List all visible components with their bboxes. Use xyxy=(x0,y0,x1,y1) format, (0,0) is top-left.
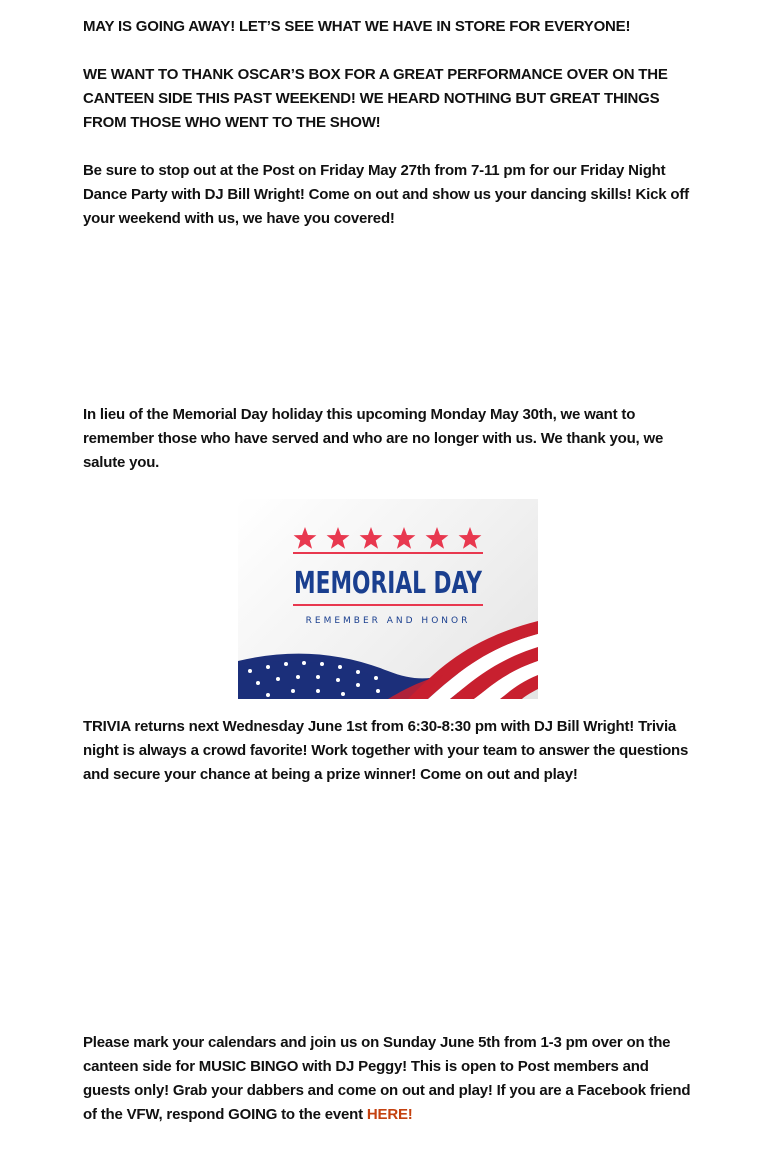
empty-embed-space-2 xyxy=(83,787,693,1031)
image-subtitle: REMEMBER AND HONOR xyxy=(305,616,471,626)
dance-party-paragraph: Be sure to stop out at the Post on Friday May 27th from 7-11 pm for our Friday Night Dance Party with DJ Bill Wright! Come on out and show us your dancing skills! Kick off your weekend with us, we have you covered! xyxy=(83,162,689,227)
memorial-day-image xyxy=(238,499,538,699)
star-icon xyxy=(393,527,416,549)
bottom-rule xyxy=(293,604,483,606)
event-link[interactable]: HERE! xyxy=(366,1106,413,1123)
article-body xyxy=(83,15,693,1127)
bingo-paragraph xyxy=(83,1031,693,1127)
top-rule xyxy=(293,552,483,554)
stars-row xyxy=(294,527,482,549)
empty-embed-space xyxy=(83,231,693,403)
star-icon xyxy=(459,527,482,549)
trivia-paragraph: TRIVIA returns next Wednesday June 1st from 6:30-8:30 pm with DJ Bill Wright! Trivia night is always a crowd favorite! Work together with your team to answer the questions and secure your chance at being a prize winner! Come on out and play! xyxy=(83,718,689,783)
intro-paragraph: MAY IS GOING AWAY! LET’S SEE WHAT WE HAVE IN STORE FOR EVERYONE! xyxy=(83,18,631,35)
thanks-paragraph: WE WANT TO THANK OSCAR’S BOX FOR A GREAT PERFORMANCE OVER ON THE CANTEEN SIDE THIS PAST WEEKEND! WE HEARD NOTHING BUT GREAT THINGS FROM THOSE WHO WENT TO THE SHOW! xyxy=(83,66,668,131)
image-title: MEMORIAL DAY xyxy=(294,566,483,601)
star-icon xyxy=(294,527,317,549)
star-icon xyxy=(327,527,350,549)
star-icon xyxy=(360,527,383,549)
bingo-text: Please mark your calendars and join us on Sunday June 5th from 1-3 pm over on the canteen side for MUSIC BINGO with DJ Peggy! This is open to Post members and guests only! Grab your dabbers and come on out and play! If you are a Facebook friend of the VFW, respond GOING to the event xyxy=(83,1034,691,1123)
memorial-day-graphic xyxy=(238,499,538,699)
memorial-paragraph: In lieu of the Memorial Day holiday this upcoming Monday May 30th, we want to remember those who have served and who are no longer with us. We thank you, we salute you. xyxy=(83,406,664,471)
star-icon xyxy=(426,527,449,549)
